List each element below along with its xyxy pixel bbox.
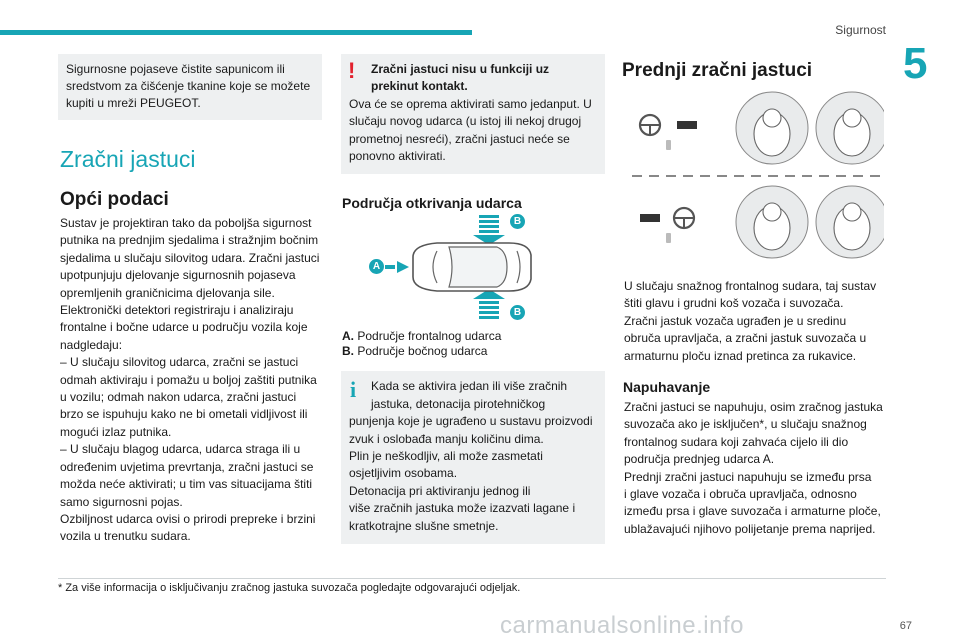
- zone-b-badge-bottom: B: [510, 305, 525, 320]
- zone-a-badge: A: [369, 259, 384, 274]
- front-airbags-illustration: [622, 88, 884, 260]
- zone-b-badge-top: B: [510, 214, 525, 229]
- text-line: sjedalima u slučaju silovitog udara. Zračni jastuci: [60, 250, 320, 265]
- info-box: i Kada se aktivira jedan ili više zračnih jastuka, detonacija pirotehničkog punjenja koje je ugrađeno u sustavu proizvodi zvuk i oslobađa manju količinu dima. Plin je neškodljiv, ali može zasmetati osjetljivim osobama. Detonacija pri aktiviranju jednog ili više zračnih jastuka može izazvati lagane i kratkotrajne slušne smetnje.: [341, 371, 605, 544]
- text-line: frontalne i bočne udarce u području vozila koje: [60, 320, 308, 335]
- inflation-heading: Napuhavanje: [623, 379, 711, 396]
- front-airbags-text: U slučaju snažnog frontalnog sudara, taj sustav štiti glavu i grudni koš vozača i suvozača. Zračni jastuk vozača ugrađen je u sredinu obruča upravljača, a zračni jastuk suvozača u armaturnu ploču iznad pretinca za rukavice.: [624, 279, 877, 363]
- warning-box: [341, 54, 605, 174]
- text-line: u vozilu; odmah nakon udarca, zračni jastuci: [60, 390, 297, 405]
- text-line: putnika na prednjim sjedalima i stražnjim bočnim: [60, 233, 319, 248]
- warning-text: Ova će se oprema aktivirati samo jedanput. U slučaju novog udarca (u istoj ili nekoj drugoj prometnoj nesreći), zračni jastuci neće se ponovno aktivirati.: [349, 96, 592, 164]
- section-name: Sigurnost: [835, 23, 886, 37]
- cleaning-note: Sigurnosne pojaseve čistite sapunicom ili sredstvom za čišćenje tkanine koje se možete kupiti u mreži PEUGEOT.: [58, 54, 322, 120]
- side-impact-arrows-top: [473, 215, 505, 245]
- frontal-impact-arrows: [385, 261, 409, 273]
- column-right: [622, 54, 884, 538]
- text-line: opremljenih graničnicima djelovanja sile.: [60, 285, 275, 300]
- text-line: Elektronički detektori registriraju i analiziraju: [60, 303, 294, 318]
- text-line: odmah aktiviraju i pomažu u boljoj zaštiti putnika: [60, 372, 317, 387]
- text-line: brzo se ispuhuju kako ne bi ometali vidljivost ili: [60, 407, 308, 422]
- dashboard-rhd: [640, 208, 694, 243]
- text-line: Sustav je projektiran tako da poboljša sigurnost: [60, 216, 312, 230]
- general-heading: Opći podaci: [60, 189, 169, 210]
- general-text: [58, 215, 322, 546]
- section-title: Zračni jastuci: [60, 146, 196, 172]
- text-line: mogući izlaz putnika.: [60, 424, 172, 439]
- side-impact-arrows-bottom: [473, 289, 505, 319]
- text-line: – U slučaju silovitog udarca, zračni se jastuci: [60, 355, 299, 370]
- footnote-divider: [58, 578, 886, 579]
- column-left: [58, 54, 322, 546]
- chapter-number: 5: [903, 39, 928, 88]
- warning-title: Zračni jastuci nisu u funkciji uz prekinut kontakt.: [371, 62, 550, 94]
- inflation-text: Zračni jastuci se napuhuju, osim zračnog jastuka suvozača ako je isključen*, u slučaju snažnog frontalnog sudara koji zahvaća cijelo ili dio područja prednjeg udarca A. Prednji zračni jastuci napuhuju se između prsa i glave vozača i obruča upravljača, odnosno između prsa i glave suvozača i armaturne ploče, ublažavajući njihovo polijetanje prema naprijed.: [624, 400, 883, 536]
- info-icon: i: [350, 377, 357, 403]
- text-line: upotpunjuju djelovanje sigurnosnih pojaseva: [60, 268, 296, 283]
- airbag-diagram-icon: [622, 88, 884, 260]
- text-line: određenim uvjetima prevrtanja, zračni jastuci se: [60, 459, 314, 474]
- zone-legend: [341, 329, 605, 359]
- zone-b-legend: B. Područje bočnog udarca: [342, 344, 488, 359]
- page-number: 67: [899, 620, 912, 632]
- impact-zones-illustration: [341, 215, 605, 325]
- zone-a-legend: A. Područje frontalnog udarca: [342, 329, 502, 344]
- column-middle: [341, 54, 605, 544]
- info-text: punjenja koje je ugrađeno u sustavu proizvodi zvuk i oslobađa manju količinu dima. Plin je neškodljiv, ali može zasmetati osjetljivim osobama. Detonacija pri aktiviranju jednog ili više zračnih jastuka može izazvati lagane i kratkotrajne slušne smetnje.: [349, 414, 593, 533]
- warning-icon: !: [348, 58, 356, 83]
- dashboard-lhd: [640, 115, 697, 150]
- text-line: samo sigurnosni pojas.: [60, 494, 183, 509]
- zones-heading: Područja otkrivanja udarca: [342, 195, 522, 212]
- front-airbags-heading: Prednji zračni jastuci: [622, 60, 813, 81]
- watermark: carmanualsonline.info: [500, 612, 744, 639]
- text-line: – U slučaju blagog udarca, udarca straga ili u: [60, 442, 301, 457]
- text-line: vozila u trenutku sudara.: [60, 529, 191, 544]
- text-line: možda neće aktivirati; u tim vas situacijama štiti: [60, 477, 313, 492]
- text-line: Ozbiljnost udarca ovisi o prirodi prepreke i brzini: [60, 511, 316, 526]
- footnote: * Za više informacija o isključivanju zračnog jastuka suvozača pogledajte odgovarajući odjeljak.: [58, 582, 521, 594]
- header-accent-bar: [0, 30, 472, 35]
- text-line: nadgledaju:: [60, 337, 123, 352]
